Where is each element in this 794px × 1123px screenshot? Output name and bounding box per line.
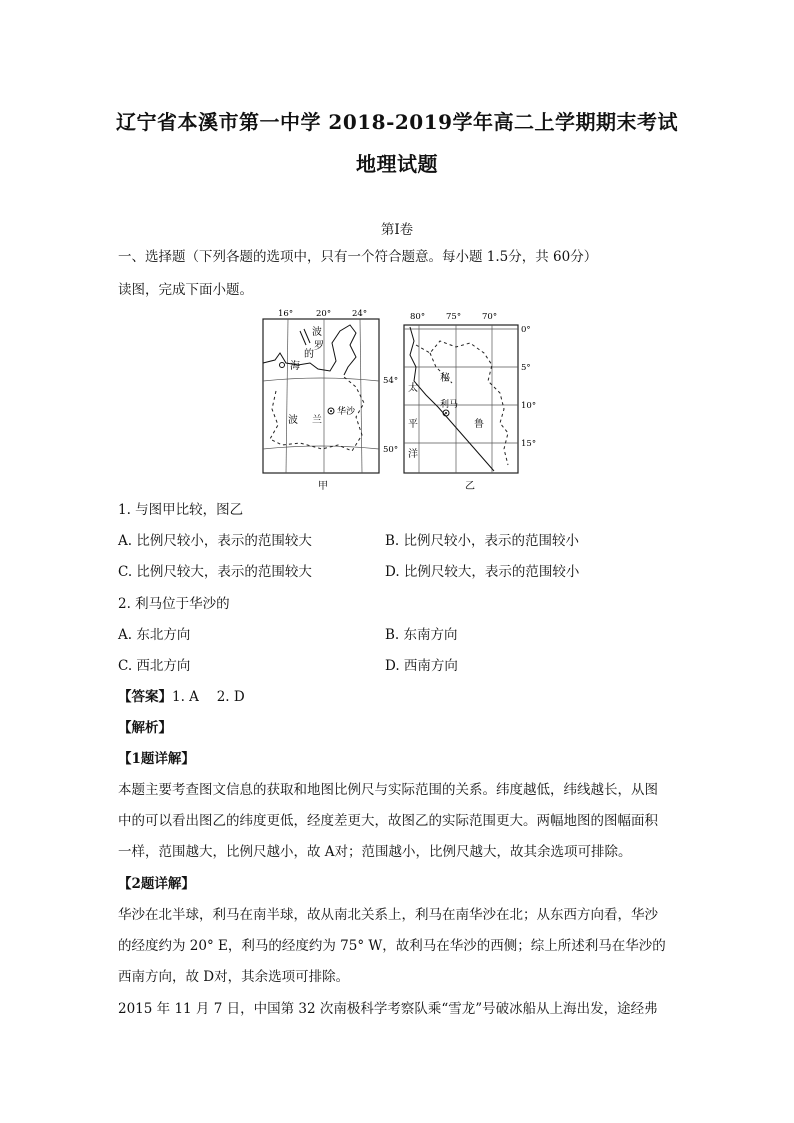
jia-label-country-1: 波: [288, 415, 298, 426]
question-2-option-a: A. 东北方向: [118, 627, 191, 643]
jia-label-hai: 海: [290, 361, 300, 372]
detail-2-line: 西南方向，故 D对，其余选项可排除。: [118, 969, 350, 985]
yi-lon-80: 80°: [410, 312, 426, 322]
yi-label-country-1: 秘: [440, 373, 450, 384]
analysis-label: 【解析】: [118, 720, 172, 736]
detail-2-paragraph: [118, 900, 678, 993]
jia-caption: 甲: [318, 481, 328, 492]
section-heading: 一、选择题（下列各题的选项中，只有一个符合题意。每小题 1.5分，共 60分）: [118, 249, 598, 265]
jia-label-bo: 波: [312, 327, 322, 338]
next-question-line: 2015 年 11 月 7 日，中国第 32 次南极科学考察队乘“雪龙”号破冰船从上海出发，途经弗: [118, 1001, 658, 1017]
jia-label-country-2: 兰: [312, 415, 322, 426]
jia-label-city: 华沙: [337, 407, 356, 417]
map-figure: [0, 305, 794, 495]
question-2-option-c: C. 西北方向: [118, 658, 191, 674]
document-title-line2: 地理试题: [356, 152, 438, 176]
next-question-paragraph: [118, 994, 678, 1025]
yi-label-ocean-1: 太: [408, 383, 418, 394]
detail-1-label: 【1题详解】: [118, 751, 195, 767]
yi-lat-15: 15°: [521, 439, 537, 449]
detail-2-label: 【2题详解】: [118, 876, 195, 892]
question-2-stem: 2. 利马位于华沙的: [118, 596, 230, 612]
yi-lat-10: 10°: [521, 401, 537, 411]
instruction-text: 读图，完成下面小题。: [118, 282, 253, 298]
detail-1-line: 中的可以看出图乙的纬度更低，经度差更大，故图乙的实际范围更大。两幅地图的图幅面积: [118, 813, 658, 829]
answer-text: 1. A 2. D: [172, 689, 245, 705]
detail-2-line: 华沙在北半球，利马在南半球，故从南北关系上，利马在南华沙在北；从东西方向看，华沙: [118, 907, 658, 923]
jia-label-luo: 罗: [314, 341, 324, 352]
yi-lat-0: 0°: [521, 325, 531, 335]
yi-label-country-2: 鲁: [474, 419, 484, 430]
detail-1-line: 本题主要考查图文信息的获取和地图比例尺与实际范围的关系。纬度越低，纬线越长，从图: [118, 782, 658, 798]
map-yi: [404, 312, 536, 492]
yi-label-city: 利马: [440, 400, 459, 410]
jia-lon-20: 20°: [316, 309, 332, 319]
yi-lon-70: 70°: [482, 312, 498, 322]
jia-label-de: 的: [304, 349, 314, 360]
question-1-option-b: B. 比例尺较小，表示的范围较小: [385, 533, 580, 549]
document-title-line1: 辽宁省本溪市第一中学 2018-2019学年高二上学期期末考试: [115, 110, 679, 134]
jia-lat-50: 50°: [383, 445, 399, 455]
jia-lat-54: 54°: [383, 376, 399, 386]
answer-label: 【答案】: [118, 689, 172, 705]
question-1-option-d: D. 比例尺较大，表示的范围较小: [385, 564, 580, 580]
question-1-stem: 1. 与图甲比较，图乙: [118, 502, 244, 518]
yi-label-ocean-3: 洋: [408, 449, 418, 460]
question-1-option-a: A. 比例尺较小，表示的范围较大: [118, 533, 312, 549]
question-2-option-b: B. 东南方向: [385, 627, 458, 643]
answer-line: [118, 688, 245, 706]
yi-label-ocean-2: 平: [408, 419, 418, 430]
detail-1-line: 一样，范围越大，比例尺越小，故 A对；范围越小，比例尺越大，故其余选项可排除。: [118, 844, 632, 860]
volume-heading: 第Ⅰ卷: [380, 222, 414, 238]
question-2-option-d: D. 西南方向: [385, 658, 458, 674]
detail-2-line: 的经度约为 20° E，利马的经度约为 75° W，故利马在华沙的西侧；综上所述利马在华沙的: [118, 938, 666, 954]
yi-lon-75: 75°: [446, 312, 462, 322]
map-jia: [263, 309, 398, 492]
detail-1-paragraph: [118, 775, 678, 868]
yi-caption: 乙: [465, 481, 475, 492]
question-1-option-c: C. 比例尺较大，表示的范围较大: [118, 564, 312, 580]
jia-lon-24: 24°: [352, 309, 368, 319]
jia-lon-16: 16°: [278, 309, 294, 319]
yi-lat-5: 5°: [521, 363, 531, 373]
